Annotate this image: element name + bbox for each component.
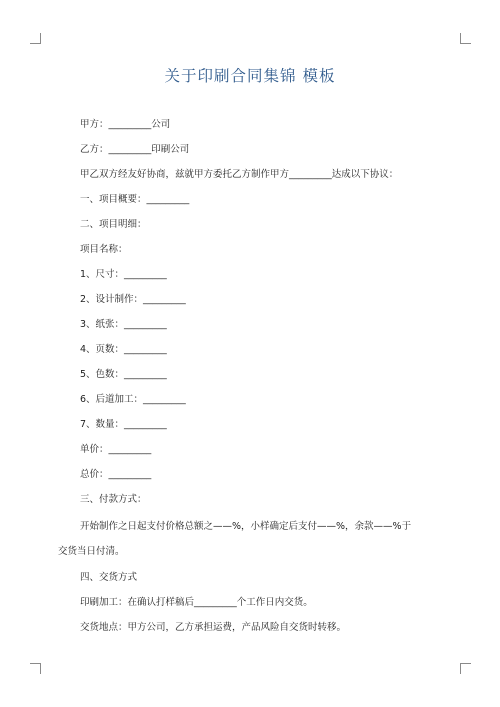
project-details-heading: 二、项目明细： [80,219,147,230]
payment-heading: 三、付款方式： [80,494,147,505]
crop-mark-bottom-left [30,663,41,674]
delivery-time: 印刷加工：在确认打样稿后_________个工作日内交货。 [80,597,313,608]
item-size: 1、尺寸：_________ [80,269,167,280]
party-b-line: 乙方：_________印刷公司 [80,144,190,155]
project-name: 项目名称： [80,244,128,255]
item-pages: 4、页数：_________ [80,344,167,355]
crop-mark-bottom-right [460,663,471,674]
item-paper: 3、纸张：_________ [80,319,167,330]
project-summary: 一、项目概要：_________ [80,194,190,205]
crop-mark-top-left [30,33,41,44]
unit-price: 单价：_________ [80,444,152,455]
payment-terms-continued: 交货当日付清。 [58,546,125,557]
total-price: 总价：_________ [80,469,152,480]
item-design: 2、设计制作：_________ [80,294,186,305]
item-colors: 5、色数：_________ [80,369,167,380]
payment-terms: 开始制作之日起支付价格总额之——%，小样确定后支付——%，余款——%于 [80,521,412,532]
item-quantity: 7、数量：_________ [80,419,167,430]
document-title: 关于印刷合同集锦 模板 [164,67,336,85]
agreement-intro: 甲乙双方经友好协商，兹就甲方委托乙方制作甲方_________达成以下协议： [80,169,399,180]
party-a-line: 甲方：_________公司 [80,119,171,130]
item-post-processing: 6、后道加工：_________ [80,394,186,405]
delivery-heading: 四、交货方式 [80,572,138,583]
crop-mark-top-right [460,33,471,44]
delivery-location: 交货地点：甲方公司，乙方承担运费，产品风险自交货时转移。 [80,622,347,633]
